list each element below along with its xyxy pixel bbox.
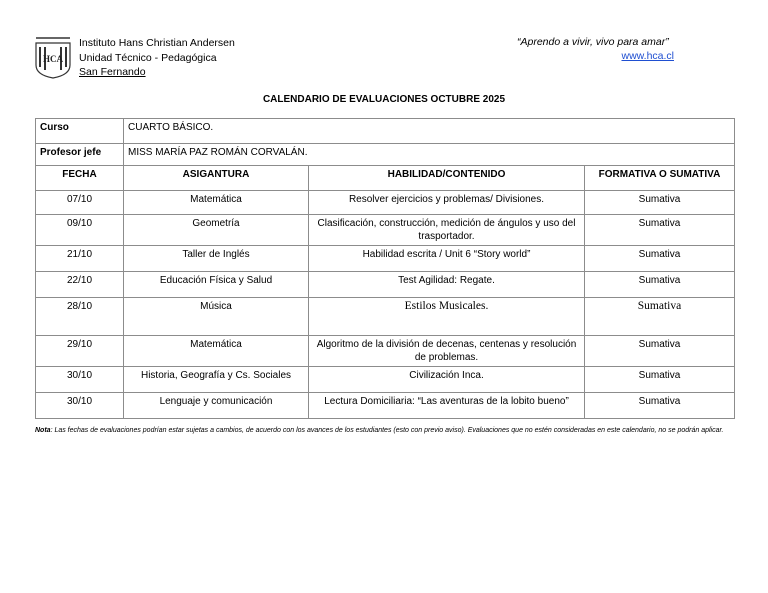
fecha-cell: 21/10 — [36, 246, 124, 272]
table-row — [36, 393, 735, 419]
curso-label: Curso — [36, 119, 124, 144]
asignatura-cell: Geometría — [124, 215, 309, 246]
contenido-cell: Clasificación, construcción, medición de ángulos y uso del trasportador. — [309, 215, 585, 246]
table-row — [36, 191, 735, 215]
contenido-cell: Lectura Domiciliaria: “Las aventuras de la lobito bueno” — [309, 393, 585, 419]
fecha-cell: 22/10 — [36, 272, 124, 298]
website-link[interactable]: www.hca.cl — [621, 50, 674, 62]
contenido-cell: Habilidad escrita / Unit 6 “Story world” — [309, 246, 585, 272]
table-row — [36, 298, 735, 336]
fecha-cell: 30/10 — [36, 393, 124, 419]
asignatura-cell: Música — [124, 298, 309, 336]
curso-row — [36, 119, 735, 144]
footnote — [35, 426, 740, 436]
unit-name: Unidad Técnico - Pedagógica — [79, 51, 217, 64]
location-link[interactable]: San Fernando — [79, 66, 146, 78]
tipo-cell: Sumativa — [585, 367, 735, 393]
fecha-cell: 09/10 — [36, 215, 124, 246]
table-row — [36, 367, 735, 393]
institution-block — [79, 36, 235, 80]
asignatura-cell: Lenguaje y comunicación — [124, 393, 309, 419]
header-row — [36, 166, 735, 191]
contenido-cell: Algoritmo de la división de decenas, centenas y resolución de problemas. — [309, 336, 585, 367]
asignatura-cell: Matemática — [124, 191, 309, 215]
note-label: Nota — [35, 427, 51, 434]
table-row — [36, 336, 735, 367]
note-text: : Las fechas de evaluaciones podrían estar sujetas a cambios, de acuerdo con los avances de los estudiantes (esto con previo aviso). Evaluaciones que no estén consideradas en este calendario, no se podrán aplicar. — [50, 427, 724, 434]
tipo-cell: Sumativa — [585, 336, 735, 367]
institution-name: Instituto Hans Christian Andersen — [79, 37, 235, 49]
profesor-row — [36, 144, 735, 166]
column-header: FECHA — [36, 166, 124, 191]
profesor-label: Profesor jefe — [36, 144, 124, 166]
column-header: HABILIDAD/CONTENIDO — [309, 166, 585, 191]
asignatura-cell: Historia, Geografía y Cs. Sociales — [124, 367, 309, 393]
fecha-cell: 07/10 — [36, 191, 124, 215]
asignatura-cell: Educación Física y Salud — [124, 272, 309, 298]
curso-value: CUARTO BÁSICO. — [124, 119, 735, 144]
table-row — [36, 272, 735, 298]
column-header: ASIGANTURA — [124, 166, 309, 191]
fecha-cell: 30/10 — [36, 367, 124, 393]
fecha-cell: 29/10 — [36, 336, 124, 367]
tipo-cell: Sumativa — [585, 246, 735, 272]
tipo-cell: Sumativa — [585, 298, 735, 336]
tipo-cell: Sumativa — [585, 191, 735, 215]
contenido-cell: Estilos Musicales. — [309, 298, 585, 336]
page-title: CALENDARIO DE EVALUACIONES OCTUBRE 2025 — [262, 94, 506, 105]
tipo-cell: Sumativa — [585, 215, 735, 246]
fecha-cell: 28/10 — [36, 298, 124, 336]
contenido-cell: Resolver ejercicios y problemas/ Divisiones. — [309, 191, 585, 215]
column-header: FORMATIVA O SUMATIVA — [585, 166, 735, 191]
evaluation-calendar-table — [35, 118, 735, 419]
motto: “Aprendo a vivir, vivo para amar” — [517, 36, 669, 48]
contenido-cell: Civilización Inca. — [309, 367, 585, 393]
svg-text:HCA: HCA — [43, 54, 63, 64]
tipo-cell: Sumativa — [585, 272, 735, 298]
asignatura-cell: Taller de Inglés — [124, 246, 309, 272]
school-logo — [34, 35, 72, 79]
tipo-cell: Sumativa — [585, 393, 735, 419]
asignatura-cell: Matemática — [124, 336, 309, 367]
contenido-cell: Test Agilidad: Regate. — [309, 272, 585, 298]
table-row — [36, 215, 735, 246]
profesor-value: MISS MARÍA PAZ ROMÁN CORVALÁN. — [124, 144, 735, 166]
table-row — [36, 246, 735, 272]
